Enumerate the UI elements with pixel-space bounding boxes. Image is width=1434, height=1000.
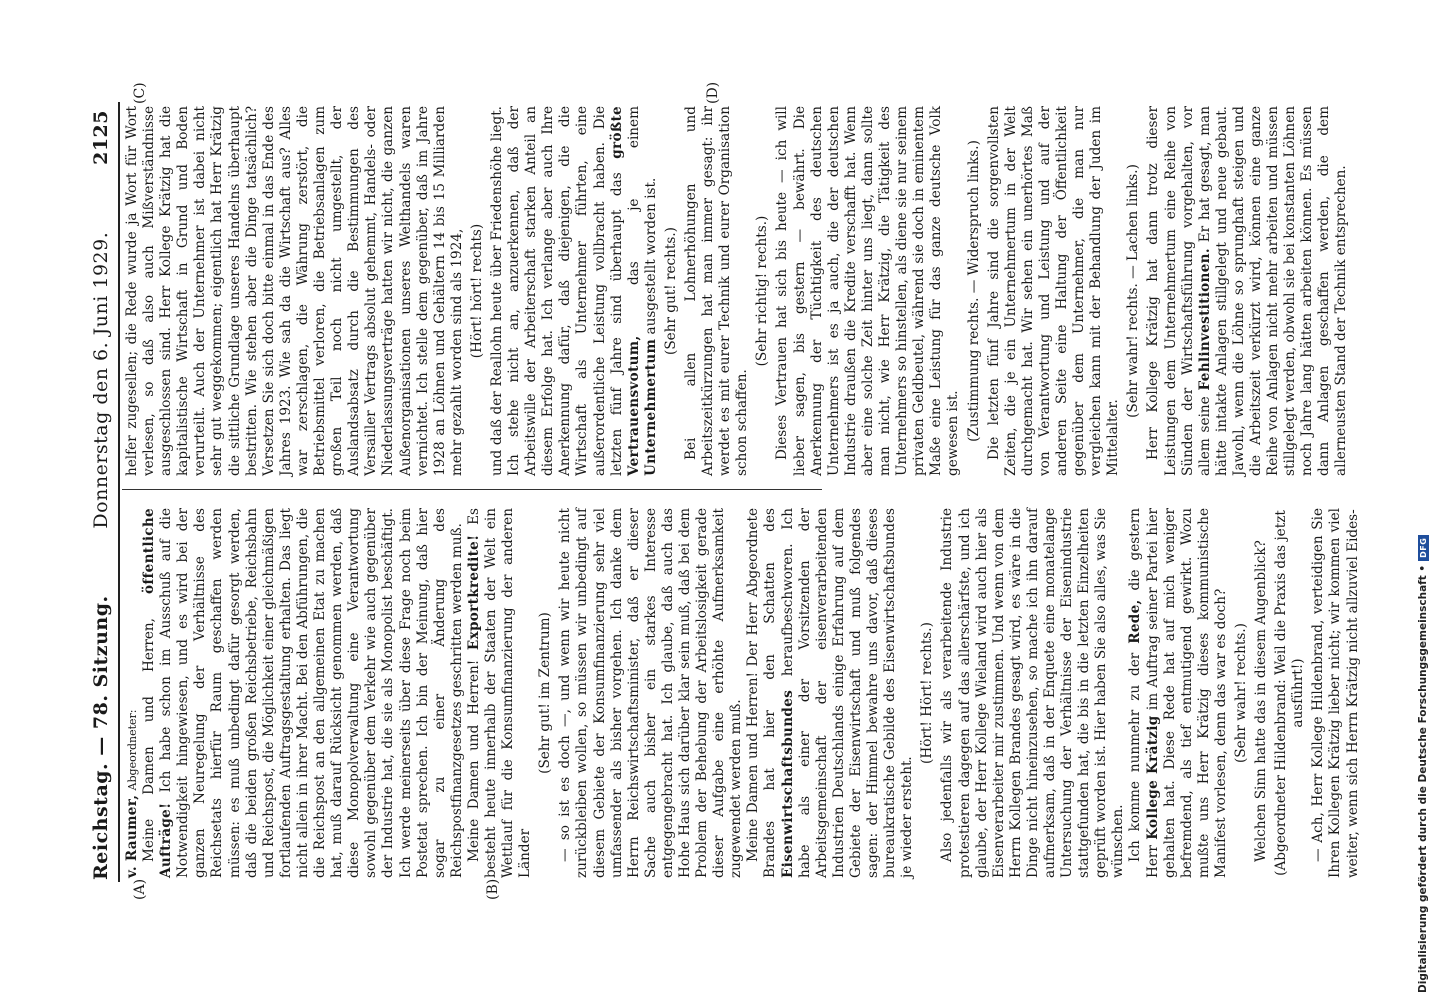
interjection: (Zustimmung rechts. — Widerspruch links.) (965, 140, 982, 442)
paragraph: Herr Kollege Krätzig hat dann trotz dieser Leistungen dem Unternehmertum eine Reihe von Sünden der Wirtschaftsführung vorgehalten, vor allem seine Fehlinvestitionen. Er hat gesagt, man hätte intakte Anlagen stillgelegt und neue gebaut. Jawohl, wenn die Löhne so sprunghaft steigen und die Arbeitszeit verkürzt wird, können eine ganze Reihe von Anlagen nicht mehr arbeiten und müssen stillgelegt werden, obwohl sie bei konstanten Löhnen noch Jahre lang hätten arbeiten können. Es müssen dann Anlagen geschaffen werden, die dem allerneusten Stand der Technik entsprechen. (1145, 106, 1350, 476)
paragraph: Meine Damen und Herren! Exportkredite! Es besteht heute innerhalb der Staaten der Welt ein Wettlauf für die Konsumfinanzierung der anderen Länder (465, 508, 534, 878)
emphasis: Rede, (1127, 599, 1144, 644)
paragraph: Meine Damen und Herren, öffentliche Aufträge! Ich habe schon im Ausschuß auf die Notwendigkeit hingewiesen, und es wird bei der ganzen Neuregelung der Verhältnisse des Reichsetats hierfür Raum geschaffen werden müssen: es muß unbedingt dafür gesorgt werden, daß die beiden großen Reichsbetriebe, Reichsbahn und Reichspost, die Möglichkeit einer gleichmäßigen fortlaufenden Auftragsgestaltung erhalten. Das liegt nicht allein in ihrer Macht. Bei den Abführungen, die die Reichspost an den allgemeinen Etat zu machen hat, muß darauf Rücksicht genommen werden, daß diese Monopolverwaltung eine Verantwortung sowohl gegenüber dem Verkehr wie auch gegenüber der Industrie hat, die sie als Monopolist beschäftigt. Ich werde meinerseits über diese Frage noch beim Postetat sprechen. Ich bin der Meinung, daß hier sogar zu einer Änderung des Reichspostfinanzgesetzes geschritten werden muß. (141, 508, 465, 878)
emphasis: Eisenwirtschaftsbundes (779, 689, 796, 878)
right-column (124, 106, 1351, 476)
margin-mark-b: (B) (485, 878, 501, 900)
column-divider (122, 489, 822, 490)
paragraph: Also jedenfalls wir als verarbeitende Industrie protestieren dagegen auf das allerschärfste, und ich glaube, der Herr Kollege Wieland wird auch hier als Eisenverarbeiter mir zustimmen. Und wenn von dem Herrn Kollegen Brandes gesagt wird, es wäre in die Dinge nicht hineinzusehen, so mache ich ihn darauf aufmerksam, daß in der Enquete eine monatelange Untersuchung der Verhältnisse der Eisenindustrie stattgefunden hat, die bis in die letzten Einzelheiten geprüft worden ist. Hier haben Sie also alles, was Sie wünschen. (939, 508, 1127, 878)
emphasis: Fehlinvestitionen. (1196, 248, 1213, 391)
interjection: (Sehr richtig! rechts.) (754, 215, 771, 367)
interjection: (Sehr gut! im Zentrum) (537, 612, 554, 774)
paragraph: Meine Damen und Herren! Der Herr Abgeordnete Brandes hat hier den Schatten des Eisenwirtschaftsbundes heraufbeschworen. Ich habe als einer der Vorsitzenden der Arbeitsgemeinschaft der eisenverarbeitenden Industrien Deutschlands einige Erfahrung auf dem Gebiete der Eisenwirtschaft und muß folgendes sagen: der Himmel bewahre uns davor, daß dieses bureaukratische Gebilde des Eisenwirtschaftsbundes je wieder ersteht. (745, 508, 916, 878)
left-column (124, 508, 1362, 878)
speaker-line (124, 508, 141, 878)
paragraph: und daß der Reallohn heute über Friedenshöhe liegt. Ich stehe nicht an, anzuerkennen, daß der Arbeitswille der Arbeiterschaft starken Anteil an diesem Erfolge hat. Ich verlange aber auch Ihre Anerkennung dafür, daß diejenigen, die die Wirtschaft als Unternehmer führten, eine außerordentliche Leistung vollbracht haben. Die letzten fünf Jahre sind überhaupt das größte Vertrauensvotum, das je einem Unternehmertum ausgestellt worden ist. (488, 106, 659, 476)
emphasis: Unternehmertum (642, 338, 659, 476)
interjection: (Sehr gut! rechts.) (662, 227, 679, 355)
digitization-credit (1414, 8, 1432, 993)
emphasis: Kollege Krätzig (1144, 715, 1161, 840)
header-left: Reichstag. — 78. Sitzung. (90, 595, 112, 880)
credit-text: Digitalisierung gefördert durch die Deutsche Forschungsgemeinschaft • (1417, 564, 1429, 993)
interjection: (Hört! Hört! rechts.) (919, 622, 936, 764)
header-rule (118, 102, 120, 882)
interjection: (Sehr wahr! rechts. — Lachen links.) (1125, 164, 1142, 418)
margin-mark-d: (D) (705, 81, 721, 104)
emphasis: öffentliche Aufträge! (141, 508, 175, 878)
page-number: 2125 (90, 110, 112, 165)
paragraph: — so ist es doch —, und wenn wir heute nicht zurückbleiben wollen, so müssen wir unbedingt auf diesem Gebiete der Konsumfinanzierung sehr viel umfassender als bisher vorgehen. Ich danke dem Herrn Reichswirtschaftsminister, daß er dieser Sache auch bisher ein starkes Interesse entgegengebracht hat. Ich glaube, daß auch das Hohe Haus sich darüber klar sein muß, daß bei dem Problem der Behebung der Arbeitslosigkeit gerade dieser Aufgabe eine erhöhte Aufmerksamkeit zugewendet werden muß. (557, 508, 745, 878)
paragraph: Die letzten fünf Jahre sind die sorgenvollsten Zeiten, die je ein Unternehmertum in der Welt durchgemacht hat. Wir sehen ein unerhörtes Maß von Verantwortung und Leistung und auf der anderen Seite eine Haltung der Öffentlichkeit gegenüber dem Unternehmer, die man nur vergleichen kann mit der Behandlung der Juden im Mittelalter. (985, 106, 1122, 476)
speaker-name: v. Raumer, (124, 794, 140, 878)
paragraph: Dieses Vertrauen hat sich bis heute — ich will lieber sagen, bis gestern — bewährt. Die Anerkennung der Tüchtigkeit des deutschen Unternehmers ist es ja auch, die der deutschen Industrie draußen die Kredite verschafft hat. Wenn aber eine solche Zeit hinter uns liegt, dann sollte man nicht, wie Herr Krätzig, die Tätigkeit des Unternehmers so hinstellen, als diene sie nur seinem privaten Geldbeutel, während sie doch in eminentem Maße eine Leistung für das ganze deutsche Volk gewesen ist. (774, 106, 962, 476)
emphasis: Exportkredite! (465, 534, 482, 651)
paragraph: Bei allen Lohnerhöhungen und Arbeitszeitkürzungen hat man immer gesagt: ihr werdet es mit eurer Technik und eurer Organisation schon schaffen. (683, 106, 751, 476)
interjection: (Abgeordneter Hildenbrand: Weil die Praxis das jetzt ausführt!) (1273, 510, 1307, 876)
paragraph: Ich komme nunmehr zu der Rede, die gestern Herr Kollege Krätzig im Auftrag seiner Partei hier gehalten hat. Diese Rede hat auf mich weniger befremdend, als tief entmutigend gewirkt. Wozu mußte uns Herr Krätzig dieses kommunistische Manifest vorlesen, denn das war es doch? (1127, 507, 1229, 878)
paragraph: helfer zugesellen; die Rede wurde ja Wort für Wort verlesen, so daß also auch Mißverständnisse ausgeschlossen sind. Herr Kollege Krätzig hat die kapitalistische Wirtschaft in Grund und Boden verurteilt. Auch der Unternehmer ist dabei nicht sehr gut weggekommen; eigentlich hat Herr Krätzig die sittliche Grundlage unseres Handelns überhaupt bestritten. Wie stehen aber die Dinge tatsächlich? Versetzen Sie sich doch bitte einmal in das Ende des Jahres 1923. Wie sah da die Wirtschaft aus? Alles war zerschlagen, die Währung zerstört, die Betriebsmittel verloren, die Betriebsanlagen zum großen Teil noch nicht umgestellt, der Auslandsabsatz durch die Bestimmungen des Versailler Vertrags absolut gehemmt, Handels- oder Niederlassungsverträge hatten wir nicht, die ganzen Außenorganisationen unseres Welthandels waren vernichtet. Ich stelle dem gegenüber, daß im Jahre 1928 an Löhnen und Gehältern 14 bis 15 Milliarden mehr gezahlt worden sind als 1924, (124, 106, 465, 476)
interjection: (Hört! hört! rechts) (468, 223, 485, 359)
paragraph: Welchen Sinn hatte das in diesem Augenblick? (1253, 540, 1270, 862)
margin-mark-a: (A) (132, 878, 148, 900)
margin-mark-c: (C) (132, 82, 148, 104)
emphasis: größte Vertrauensvotum, (608, 106, 642, 476)
speaker-role: Abgeordneter: (126, 709, 139, 791)
interjection: (Sehr wahr! rechts.) (1233, 623, 1249, 763)
running-head (86, 110, 116, 880)
paragraph: — Ach, Herr Kollege Hildenbrand, verteidigen Sie Ihren Kollegen Krätzig lieber nicht; wir kommen viel weiter, wenn sich Herrn Krätzig nicht allzuviel Eides- (1310, 508, 1361, 878)
dfg-logo-icon: DFG (1418, 535, 1429, 561)
header-date: Donnerstag den 6. Juni 1929. (90, 231, 112, 529)
